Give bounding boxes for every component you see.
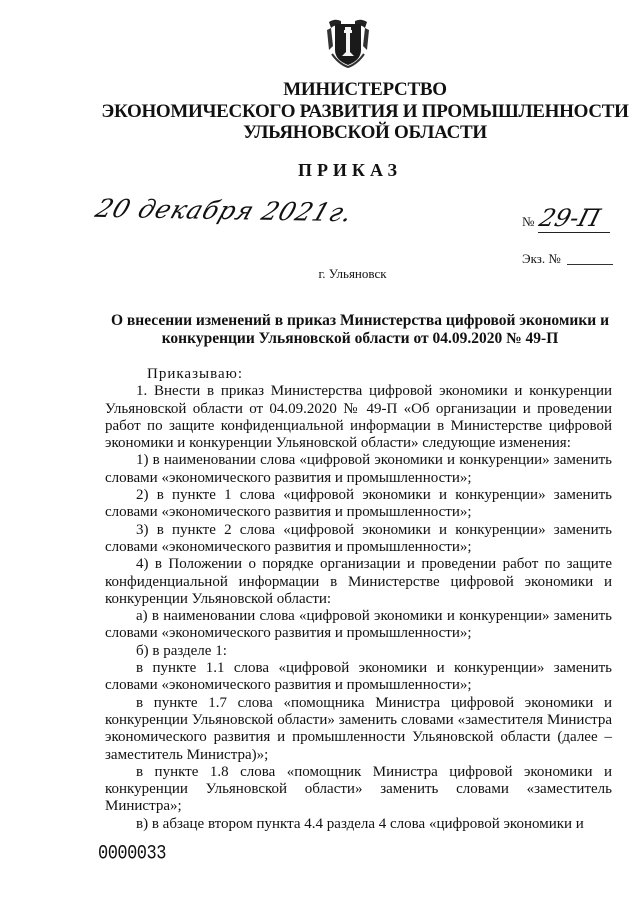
handwritten-date: 20 декабря 2021г.	[91, 193, 358, 228]
number-underline	[538, 232, 610, 233]
copy-number-underline	[567, 264, 613, 265]
document-type-heading: ПРИКАЗ	[297, 160, 403, 180]
order-number-block	[522, 206, 612, 236]
copy-number-label: Экз. №	[522, 251, 561, 266]
body-paragraph: 1) в наименовании слова «цифровой экономики и конкуренции» заменить словами «экономического развития и промышленности»;	[105, 452, 612, 486]
city-line: г. Ульяновск	[318, 266, 387, 281]
body-paragraph: 4) в Положении о порядке организации и проведении работ по защите конфиденциальной информации в Министерстве цифровой экономики и конкуренции Ульяновской области:	[105, 556, 612, 607]
body-paragraph: б) в разделе 1:	[136, 642, 227, 659]
number-label: №	[522, 214, 535, 229]
body-paragraph: 2) в пункте 1 слова «цифровой экономики и конкуренции» заменить словами «экономического развития и промышленности»;	[105, 487, 612, 521]
body-paragraph: в пункте 1.7 слова «помощника Министра цифровой экономики и конкуренции Ульяновской области» заменить словами «заместителя Министра экономического развития и промышленности Ульяновской области (далее – заместитель Министра)»;	[105, 694, 612, 763]
order-title-line-1: О внесении изменений в приказ Министерства цифровой экономики и	[110, 312, 610, 329]
document-serial-code: 0000033	[98, 843, 166, 866]
ministry-name-line-1: МИНИСТЕРСТВО	[283, 79, 447, 100]
order-title-line-2: конкуренции Ульяновской области от 04.09.2020 № 49-П	[161, 330, 559, 347]
ministry-name-line-3: УЛЬЯНОВСКОЙ ОБЛАСТИ	[243, 122, 487, 143]
order-body	[105, 366, 612, 833]
body-paragraph: 3) в пункте 2 слова «цифровой экономики и конкуренции» заменить словами «экономического развития и промышленности»;	[105, 521, 612, 555]
body-paragraph: 1. Внести в приказ Министерства цифровой экономики и конкуренции Ульяновской области от 04.09.2020 № 49-П «Об организации и проведении работ по защите конфиденциальной информации в Министерстве цифровой экономики и конкуренции Ульяновской области» следующие изменения:	[105, 383, 612, 452]
handwritten-order-number: 29-П	[536, 204, 604, 232]
coat-of-arms-emblem	[323, 16, 373, 68]
body-paragraph: а) в наименовании слова «цифровой экономики и конкуренции» заменить словами «экономического развития и промышленности»;	[105, 608, 612, 642]
body-paragraph: в) в абзаце втором пункта 4.4 раздела 4 слова «цифровой экономики и	[136, 815, 584, 832]
body-paragraph: Приказываю:	[147, 366, 243, 382]
ministry-name-line-2: ЭКОНОМИЧЕСКОГО РАЗВИТИЯ И ПРОМЫШЛЕННОСТИ	[101, 101, 629, 122]
body-paragraph: в пункте 1.1 слова «цифровой экономики и конкуренции» заменить словами «экономического развития и промышленности»;	[105, 660, 612, 694]
body-paragraph: в пункте 1.8 слова «помощник Министра цифровой экономики и конкуренции Ульяновской области» заменить словами «заместитель Министра»;	[105, 763, 612, 815]
